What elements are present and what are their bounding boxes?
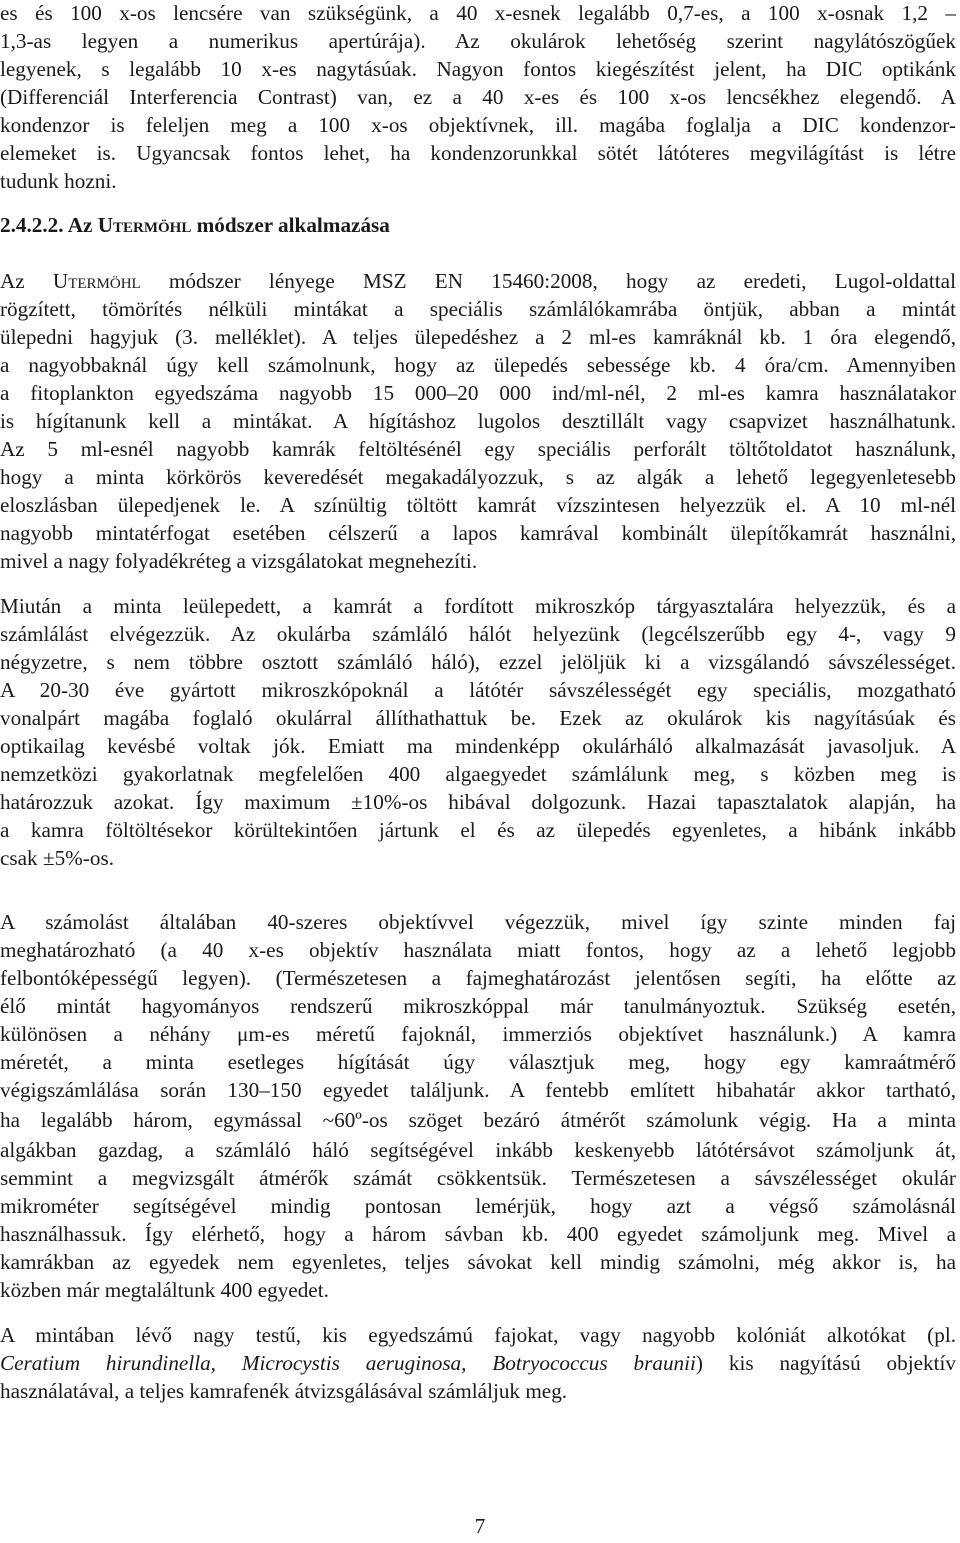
heading-name: Utermöhl [97, 213, 192, 237]
text-line: felbontóképességű legyen). (Természetesen a fajmeghatározást jelentősen segíti, ha előtte az [0, 966, 956, 990]
text-line: közben már megtaláltunk 400 egyedet. [0, 1278, 329, 1302]
text-line: ha legalább három, egymással ~60º-os szöget bezáró átmérőt számolunk végig. Ha a minta [0, 1108, 956, 1132]
heading-rest: módszer alkalmazása [191, 213, 390, 237]
text-line: csak ±5%-os. [0, 846, 115, 870]
text-line: végigszámlálása során 130–150 egyedet találjunk. A fentebb említett hibahatár akkor tartható, [0, 1078, 956, 1102]
text-line: Miután a minta leülepedett, a kamrát a fordított mikroszkóp tárgyasztalára helyezzük, és a [0, 594, 956, 618]
text-line: elemeket is. Ugyancsak fontos lehet, ha kondenzorunkkal sötét látóteres megvilágítást is létre [0, 141, 956, 165]
section-heading [0, 212, 956, 238]
text-line: A számolást általában 40-szeres objektívvel végezzük, mivel így szinte minden faj [0, 910, 956, 934]
text-line: a fitoplankton egyedszáma nagyobb 15 000–20 000 ind/ml-nél, 2 ml-es kamra használatakor [0, 381, 956, 405]
text-line: használatával, a teljes kamrafenék átvizsgálásával számláljuk meg. [0, 1379, 568, 1403]
heading-number: 2.4.2.2. Az [0, 213, 98, 237]
text-line: is hígítanunk kell a mintákat. A hígításhoz lugolos desztillált vagy csapvizet használhatunk. [0, 409, 956, 433]
text-line: kamrákban az egyedek nem egyenletes, teljes sávokat kell mindig számolni, még akkor is, ha [0, 1250, 956, 1274]
text-line: es és 100 x-os lencsére van szükségünk, a 40 x-esnek legalább 0,7-es, a 100 x-osnak 1,2 – [0, 1, 956, 25]
text-line [0, 268, 956, 294]
text-span: Az [0, 269, 53, 293]
text-line: méretét, a minta esetleges hígítását úgy választjuk meg, hogy egy kamraátmérő [0, 1050, 956, 1074]
name-span: Utermöhl [52, 269, 141, 293]
text-line: A mintában lévő nagy testű, kis egyedszámú fajokat, vagy nagyobb kolóniát alkotókat (pl. [0, 1323, 956, 1347]
text-line: a kamra föltöltésekor körültekintően jártunk el és az ülepedés egyenletes, a hibánk inkább [0, 818, 956, 842]
text-span: módszer lényege MSZ EN 15460:2008, hogy az eredeti, Lugol-oldattal [140, 269, 956, 293]
text-line: hogy a minta körkörös keveredését megakadályozzuk, s az algák a lehető legegyenletesebb [0, 465, 956, 489]
text-line: ülepedni hagyjuk (3. melléklet). A teljes ülepedéshez a 2 ml-es kamráknál kb. 1 óra elegendő, [0, 325, 956, 349]
text-line: eloszlásban ülepedjenek le. A színültig töltött kamrát vízszintesen helyezzük el. A 10 ml-nél [0, 493, 956, 517]
text-line: használhassuk. Így elérhető, hogy a három sávban kb. 400 egyedet számoljunk meg. Mivel a [0, 1222, 956, 1246]
text-line: nemzetközi gyakorlatnak megfelelően 400 algaegyedet számlálunk meg, s közben meg is [0, 762, 956, 786]
text-line: 1,3-as legyen a numerikus apertúrája). Az okulárok lehetőség szerint nagylátószögűek [0, 29, 956, 53]
text-line: optikailag kevésbé voltak jók. Emiatt ma mindenképp okulárháló alkalmazását javasoljuk. A [0, 734, 956, 758]
text-line: (Differenciál Interferencia Contrast) van, ez a 40 x-es és 100 x-os lencsékhez elegendő. A [0, 85, 956, 109]
text-line: négyzetre, s nem többre osztott számláló háló), ezzel jelöljük ki a vizsgálandó sávszélességet. [0, 650, 956, 674]
text-line: semmint a megvizsgált átmérők számát csökkentsük. Természetesen a sávszélességet okulár [0, 1166, 956, 1190]
text-line: tudunk hozni. [0, 169, 117, 193]
text-line: számlálást elvégezzük. Az okulárba számláló hálót helyezünk (legcélszerűbb egy 4-, vagy 9 [0, 622, 956, 646]
text-line: élő mintát hagyományos rendszerű mikroszkóppal már tanulmányoztuk. Szükség esetén, [0, 994, 956, 1018]
text-line: Az 5 ml-esnél nagyobb kamrák feltöltésénél egy speciális perforált töltőtoldatot használunk, [0, 437, 956, 461]
text-line: határozzuk azokat. Így maximum ±10%-os hibával dolgozunk. Hazai tapasztalatok alapján, ha [0, 790, 956, 814]
page-number: 7 [474, 1514, 486, 1538]
text-span: ) kis nagyítású objektív [695, 1351, 956, 1375]
text-line: különösen a néhány μm-es méretű fajoknál, immerziós objektívet használunk.) A kamra [0, 1022, 956, 1046]
text-line: vonalpárt magába foglaló okulárral állíthathattuk be. Ezek az okulárok kis nagyításúak és [0, 706, 956, 730]
text-line: mikrométer segítségével mindig pontosan lemérjük, hogy azt a végső számolásnál [0, 1194, 956, 1218]
text-line: kondenzor is feleljen meg a 100 x-os objektívnek, ill. magába foglalja a DIC kondenzor- [0, 113, 956, 137]
species-names: Ceratium hirundinella, Microcystis aeruginosa, Botryococcus braunii [0, 1351, 696, 1375]
text-line: a nagyobbaknál úgy kell számolnunk, hogy az ülepedés sebessége kb. 4 óra/cm. Amennyiben [0, 353, 956, 377]
text-line [0, 1350, 956, 1376]
text-line: meghatározható (a 40 x-es objektív használata miatt fontos, hogy az a lehető legjobb [0, 938, 956, 962]
text-line: A 20-30 éve gyártott mikroszkópoknál a látótér sávszélességét egy speciális, mozgatható [0, 678, 956, 702]
text-line: mivel a nagy folyadékréteg a vizsgálatokat megnehezíti. [0, 549, 478, 573]
text-line: legyenek, s legalább 10 x-es nagytásúak. Nagyon fontos kiegészítést jelent, ha DIC optikánk [0, 57, 956, 81]
text-line: rögzített, tömörítés nélküli mintákat a speciális számlálókamrába öntjük, abban a mintát [0, 297, 956, 321]
text-line: nagyobb mintatérfogat esetében célszerű a lapos kamrával kombinált ülepítőkamrát használni, [0, 521, 956, 545]
text-line: algákban gazdag, a számláló háló segítségével inkább keskenyebb látótérsávot számoljunk át, [0, 1138, 956, 1162]
